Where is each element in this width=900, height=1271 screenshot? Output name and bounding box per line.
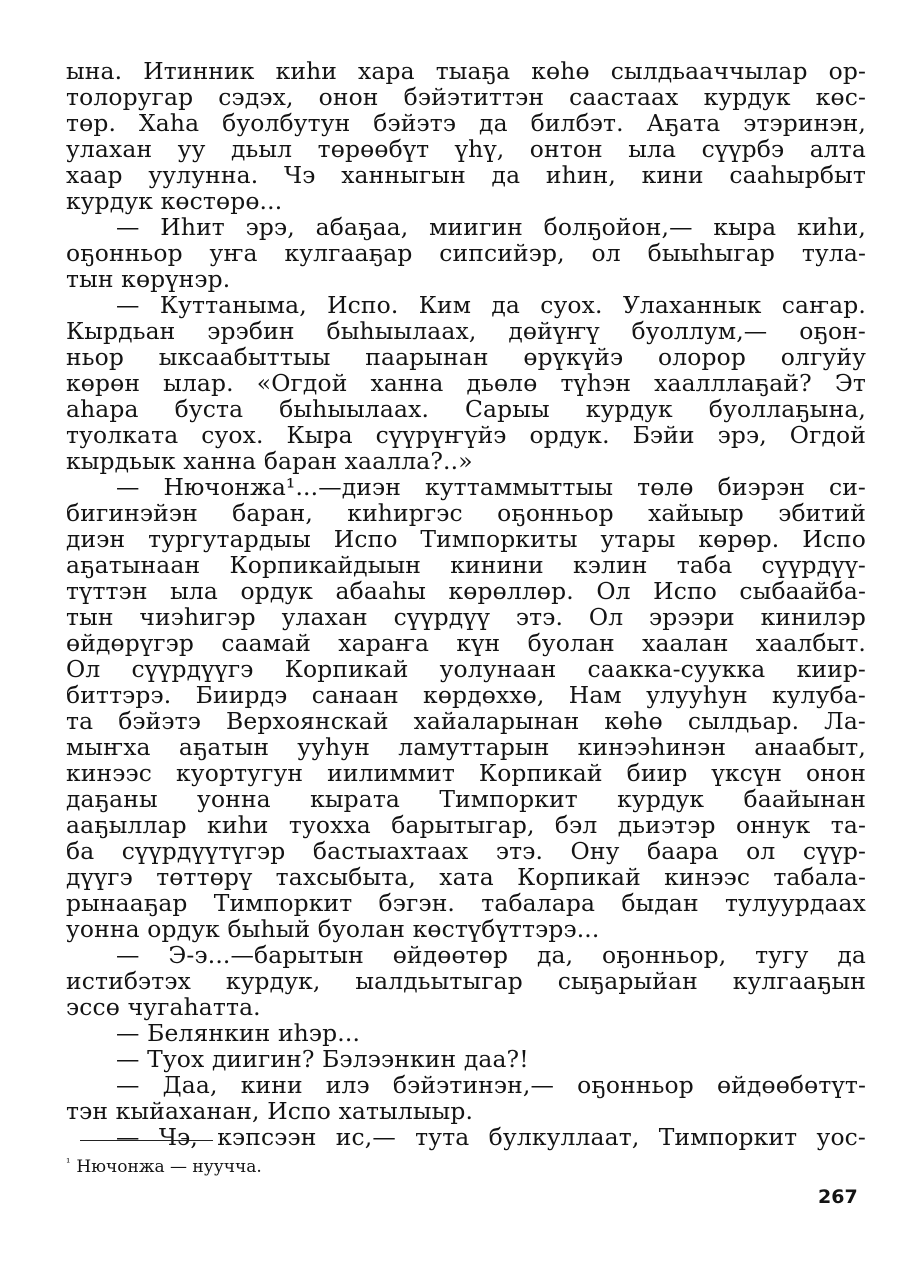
text-line: Кырдьан эрэбин быһыылаах, дөйүҥү буоллум,— оҕон- — [66, 317, 866, 345]
text-line: та бэйэтэ Верхоянскай хайаларынан көһө сылдьар. Ла- — [66, 707, 866, 735]
text-line: аҕатынаан Корпикайдыын кинини кэлин таба сүүрдүү- — [66, 551, 866, 579]
text-line: тын көрүнэр. — [66, 265, 231, 293]
text-line: бигинэйэн баран, киһиргэс оҕонньор хайыыр эбитий — [66, 499, 866, 527]
text-line: ына. Итинник киһи хара тыаҕа көһө сылдьааччылар ор- — [66, 57, 866, 85]
text-line: кинээс куортугун иилиммит Корпикай биир үксүн онон — [66, 759, 866, 787]
text-line: — Чэ, кэпсээн ис,— тута булкуллаат, Тимпоркит уос- — [116, 1123, 866, 1151]
text-line: биттэрэ. Биирдэ санаан көрдөххө, Нам улууһун кулуба- — [66, 681, 866, 709]
text-line: даҕаны уонна кырата Тимпоркит курдук баайынан — [66, 785, 866, 813]
text-line: толоругар сэдэх, онон бэйэтиттэн саастаах курдук көс- — [66, 83, 866, 111]
footnote-text: Нючонжа — нуучча. — [76, 1157, 262, 1177]
text-line: — Туох диигин? Бэлээнкин даа?! — [116, 1045, 529, 1073]
text-line: ба сүүрдүүтүгэр бастыахтаах этэ. Ону баара ол сүүр- — [66, 837, 866, 865]
text-line: ааҕыллар киһи туохха барытыгар, бэл дьиэтэр оннук та- — [66, 811, 866, 839]
text-line: өйдөрүгэр саамай хараҥа күн буолан хаалан хаалбыт. — [66, 629, 866, 657]
text-line: төр. Хаһа буолбутун бэйэтэ да билбэт. Аҕата этэринэн, — [66, 109, 866, 137]
text-line: хаар уулунна. Чэ ханныгын да иһин, кини сааһырбыт — [66, 161, 866, 189]
page-body — [66, 58, 866, 1150]
footnote — [66, 1152, 262, 1178]
text-line: туолката суох. Кыра сүүрүҥүйэ ордук. Бэйи эрэ, Огдой — [66, 421, 866, 449]
text-line: тэн кыйаханан, Испо хатылыыр. — [66, 1097, 474, 1125]
text-line: аһара буста быһыылаах. Сарыы курдук буоллаҕына, — [66, 395, 866, 423]
text-line: — Белянкин иһэр... — [116, 1019, 361, 1047]
main-text — [66, 58, 866, 1150]
text-line: улахан уу дьыл төрөөбүт үһү, онтон ыла сүүрбэ алта — [66, 135, 866, 163]
text-line: мыҥха аҕатын ууһун ламуттарын кинээһинэн анаабыт, — [66, 733, 866, 761]
text-line: — Иһит эрэ, абаҕаа, миигин болҕойон,— кыра киһи, — [116, 213, 866, 241]
text-line: — Нючонжа¹...—диэн куттаммыттыы төлө биэрэн си- — [116, 473, 866, 501]
text-line: ньор ыксаабыттыы паарынан өрүкүйэ олорор олгуйу — [66, 343, 866, 371]
text-line: көрөн ылар. «Огдой ханна дьөлө түһэн хаалллаҕай? Эт — [66, 369, 866, 397]
text-line: диэн тургутардыы Испо Тимпоркиты утары көрөр. Испо — [66, 525, 866, 553]
text-line: уонна ордук быһый буолан көстүбүттэрэ... — [66, 915, 600, 943]
text-line: — Э-э...—барытын өйдөөтөр да, оҕонньор, тугу да — [116, 941, 866, 969]
text-line: оҕонньор уҥа кулгааҕар сипсийэр, ол быыһыгар тула- — [66, 239, 866, 267]
text-line: Ол сүүрдүүгэ Корпикай уолунаан саакка-суукка киир- — [66, 655, 866, 683]
text-line: курдук көстөрө... — [66, 187, 283, 215]
page-number: 267 — [818, 1186, 858, 1208]
footnote-divider — [80, 1140, 213, 1141]
text-line: истибэтэх курдук, ыалдьытыгар сыҕарыйан кулгааҕын — [66, 967, 866, 995]
text-line: — Куттаныма, Испо. Ким да суох. Улаханнык саҥар. — [116, 291, 866, 319]
text-line: рынааҕар Тимпоркит бэгэн. табалара быдан тулуурдаах — [66, 889, 866, 917]
text-line: дүүгэ төттөрү тахсыбыта, хата Корпикай кинээс табала- — [66, 863, 866, 891]
text-line: — Даа, кини илэ бэйэтинэн,— оҕонньор өйдөөбөтүт- — [116, 1071, 866, 1099]
footnote-marker: ¹ — [66, 1156, 71, 1169]
text-line: кырдьык ханна баран хаалла?..» — [66, 447, 473, 475]
text-line: түттэн ыла ордук абааһы көрөллөр. Ол Испо сыбаайба- — [66, 577, 866, 605]
text-line: тын чиэһигэр улахан сүүрдүү этэ. Ол эрээри кинилэр — [66, 603, 866, 631]
text-line: эссө чугаһатта. — [66, 993, 261, 1021]
